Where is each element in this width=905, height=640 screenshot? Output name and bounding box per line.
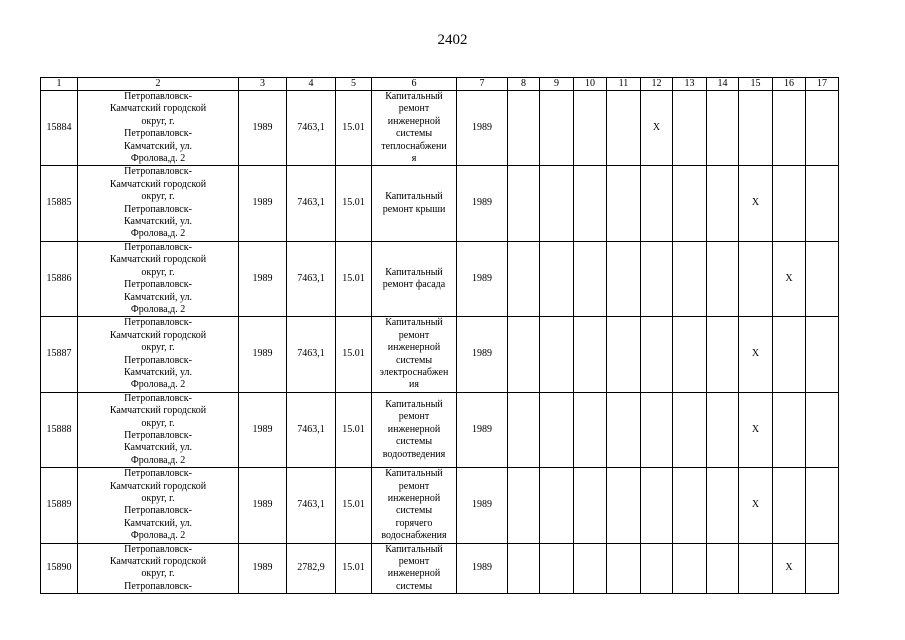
- mark-cell-col-13: [673, 317, 707, 392]
- area-cell: 7463,1: [287, 91, 336, 166]
- year-cell: 1989: [239, 166, 287, 241]
- column-header-10: 10: [574, 78, 607, 91]
- work-type-cell: Капитальный ремонт инженерной системы электроснабжен ия: [372, 317, 457, 392]
- work-type-cell: Капитальный ремонт инженерной системы: [372, 543, 457, 594]
- mark-cell-col-13: [673, 543, 707, 594]
- mark-cell-col-8: [508, 543, 540, 594]
- year-cell-2: 1989: [457, 543, 508, 594]
- mark-cell-col-10: [574, 241, 607, 316]
- column-header-9: 9: [540, 78, 574, 91]
- column-header-1: 1: [41, 78, 78, 91]
- mark-cell-col-14: [707, 166, 739, 241]
- mark-cell-col-15: X: [739, 166, 773, 241]
- mark-cell-col-11: [607, 543, 641, 594]
- mark-cell-col-13: [673, 91, 707, 166]
- header-row: [41, 78, 839, 91]
- mark-cell-col-13: [673, 468, 707, 543]
- mark-cell-col-15: [739, 543, 773, 594]
- column-header-6: 6: [372, 78, 457, 91]
- mark-cell-col-17: [806, 241, 839, 316]
- table-row: [41, 543, 839, 594]
- area-cell: 7463,1: [287, 241, 336, 316]
- mark-cell-col-10: [574, 317, 607, 392]
- column-header-17: 17: [806, 78, 839, 91]
- code-cell: 15.01: [336, 166, 372, 241]
- mark-cell-col-16: [773, 468, 806, 543]
- table-row: [41, 392, 839, 467]
- mark-cell-col-17: [806, 166, 839, 241]
- mark-cell-col-15: X: [739, 392, 773, 467]
- mark-cell-col-12: X: [641, 91, 673, 166]
- address-cell: Петропавловск- Камчатский городской округ, г. Петропавловск-: [78, 543, 239, 594]
- code-cell: 15.01: [336, 91, 372, 166]
- mark-cell-col-14: [707, 317, 739, 392]
- year-cell: 1989: [239, 543, 287, 594]
- mark-cell-col-16: X: [773, 241, 806, 316]
- column-header-2: 2: [78, 78, 239, 91]
- year-cell: 1989: [239, 317, 287, 392]
- mark-cell-col-8: [508, 241, 540, 316]
- page-number: 2402: [437, 32, 468, 48]
- work-type-cell: Капитальный ремонт инженерной системы теплоснабжени я: [372, 91, 457, 166]
- row-id: 15885: [41, 166, 78, 241]
- mark-cell-col-11: [607, 317, 641, 392]
- mark-cell-col-17: [806, 317, 839, 392]
- code-cell: 15.01: [336, 392, 372, 467]
- address-cell: Петропавловск- Камчатский городской округ, г. Петропавловск- Камчатский, ул. Фролова,д. 2: [78, 91, 239, 166]
- column-header-14: 14: [707, 78, 739, 91]
- table-row: [41, 468, 839, 543]
- mark-cell-col-10: [574, 468, 607, 543]
- mark-cell-col-17: [806, 543, 839, 594]
- mark-cell-col-12: [641, 468, 673, 543]
- work-type-cell: Капитальный ремонт фасада: [372, 241, 457, 316]
- table-row: [41, 241, 839, 316]
- mark-cell-col-15: [739, 91, 773, 166]
- mark-cell-col-9: [540, 166, 574, 241]
- area-cell: 7463,1: [287, 392, 336, 467]
- mark-cell-col-14: [707, 468, 739, 543]
- row-id: 15889: [41, 468, 78, 543]
- mark-cell-col-12: [641, 317, 673, 392]
- address-cell: Петропавловск- Камчатский городской округ, г. Петропавловск- Камчатский, ул. Фролова,д. 2: [78, 241, 239, 316]
- mark-cell-col-9: [540, 91, 574, 166]
- mark-cell-col-12: [641, 543, 673, 594]
- mark-cell-col-15: X: [739, 468, 773, 543]
- code-cell: 15.01: [336, 468, 372, 543]
- year-cell: 1989: [239, 91, 287, 166]
- mark-cell-col-11: [607, 392, 641, 467]
- mark-cell-col-17: [806, 392, 839, 467]
- column-header-16: 16: [773, 78, 806, 91]
- row-id: 15884: [41, 91, 78, 166]
- year-cell: 1989: [239, 468, 287, 543]
- year-cell-2: 1989: [457, 241, 508, 316]
- year-cell: 1989: [239, 392, 287, 467]
- mark-cell-col-13: [673, 392, 707, 467]
- year-cell-2: 1989: [457, 468, 508, 543]
- row-id: 15886: [41, 241, 78, 316]
- address-cell: Петропавловск- Камчатский городской округ, г. Петропавловск- Камчатский, ул. Фролова,д. 2: [78, 166, 239, 241]
- mark-cell-col-11: [607, 166, 641, 241]
- column-header-8: 8: [508, 78, 540, 91]
- mark-cell-col-8: [508, 91, 540, 166]
- row-id: 15890: [41, 543, 78, 594]
- column-header-15: 15: [739, 78, 773, 91]
- mark-cell-col-9: [540, 543, 574, 594]
- mark-cell-col-13: [673, 166, 707, 241]
- column-header-12: 12: [641, 78, 673, 91]
- mark-cell-col-8: [508, 166, 540, 241]
- year-cell-2: 1989: [457, 317, 508, 392]
- mark-cell-col-10: [574, 166, 607, 241]
- mark-cell-col-9: [540, 317, 574, 392]
- column-header-5: 5: [336, 78, 372, 91]
- column-header-11: 11: [607, 78, 641, 91]
- mark-cell-col-9: [540, 468, 574, 543]
- mark-cell-col-17: [806, 468, 839, 543]
- area-cell: 7463,1: [287, 166, 336, 241]
- work-type-cell: Капитальный ремонт инженерной системы горячего водоснабжения: [372, 468, 457, 543]
- mark-cell-col-14: [707, 543, 739, 594]
- year-cell-2: 1989: [457, 392, 508, 467]
- mark-cell-col-14: [707, 392, 739, 467]
- address-cell: Петропавловск- Камчатский городской округ, г. Петропавловск- Камчатский, ул. Фролова,д. 2: [78, 317, 239, 392]
- mark-cell-col-15: X: [739, 317, 773, 392]
- area-cell: 2782,9: [287, 543, 336, 594]
- code-cell: 15.01: [336, 317, 372, 392]
- mark-cell-col-15: [739, 241, 773, 316]
- column-header-4: 4: [287, 78, 336, 91]
- mark-cell-col-10: [574, 91, 607, 166]
- mark-cell-col-13: [673, 241, 707, 316]
- mark-cell-col-14: [707, 91, 739, 166]
- column-header-7: 7: [457, 78, 508, 91]
- column-header-3: 3: [239, 78, 287, 91]
- mark-cell-col-12: [641, 392, 673, 467]
- mark-cell-col-9: [540, 392, 574, 467]
- mark-cell-col-16: [773, 392, 806, 467]
- mark-cell-col-8: [508, 317, 540, 392]
- mark-cell-col-16: X: [773, 543, 806, 594]
- address-cell: Петропавловск- Камчатский городской округ, г. Петропавловск- Камчатский, ул. Фролова,д. 2: [78, 468, 239, 543]
- column-header-13: 13: [673, 78, 707, 91]
- area-cell: 7463,1: [287, 468, 336, 543]
- mark-cell-col-11: [607, 468, 641, 543]
- address-cell: Петропавловск- Камчатский городской округ, г. Петропавловск- Камчатский, ул. Фролова,д. 2: [78, 392, 239, 467]
- year-cell-2: 1989: [457, 166, 508, 241]
- work-type-cell: Капитальный ремонт инженерной системы водоотведения: [372, 392, 457, 467]
- mark-cell-col-17: [806, 91, 839, 166]
- work-type-cell: Капитальный ремонт крыши: [372, 166, 457, 241]
- capital-repair-table: [40, 77, 839, 594]
- mark-cell-col-11: [607, 241, 641, 316]
- mark-cell-col-8: [508, 392, 540, 467]
- mark-cell-col-11: [607, 91, 641, 166]
- mark-cell-col-16: [773, 91, 806, 166]
- row-id: 15888: [41, 392, 78, 467]
- table-row: [41, 317, 839, 392]
- mark-cell-col-8: [508, 468, 540, 543]
- mark-cell-col-14: [707, 241, 739, 316]
- mark-cell-col-12: [641, 166, 673, 241]
- mark-cell-col-10: [574, 392, 607, 467]
- mark-cell-col-16: [773, 317, 806, 392]
- area-cell: 7463,1: [287, 317, 336, 392]
- year-cell-2: 1989: [457, 91, 508, 166]
- table-row: [41, 91, 839, 166]
- table-row: [41, 166, 839, 241]
- code-cell: 15.01: [336, 241, 372, 316]
- code-cell: 15.01: [336, 543, 372, 594]
- mark-cell-col-9: [540, 241, 574, 316]
- mark-cell-col-16: [773, 166, 806, 241]
- row-id: 15887: [41, 317, 78, 392]
- mark-cell-col-12: [641, 241, 673, 316]
- table-body: [41, 78, 839, 594]
- year-cell: 1989: [239, 241, 287, 316]
- mark-cell-col-10: [574, 543, 607, 594]
